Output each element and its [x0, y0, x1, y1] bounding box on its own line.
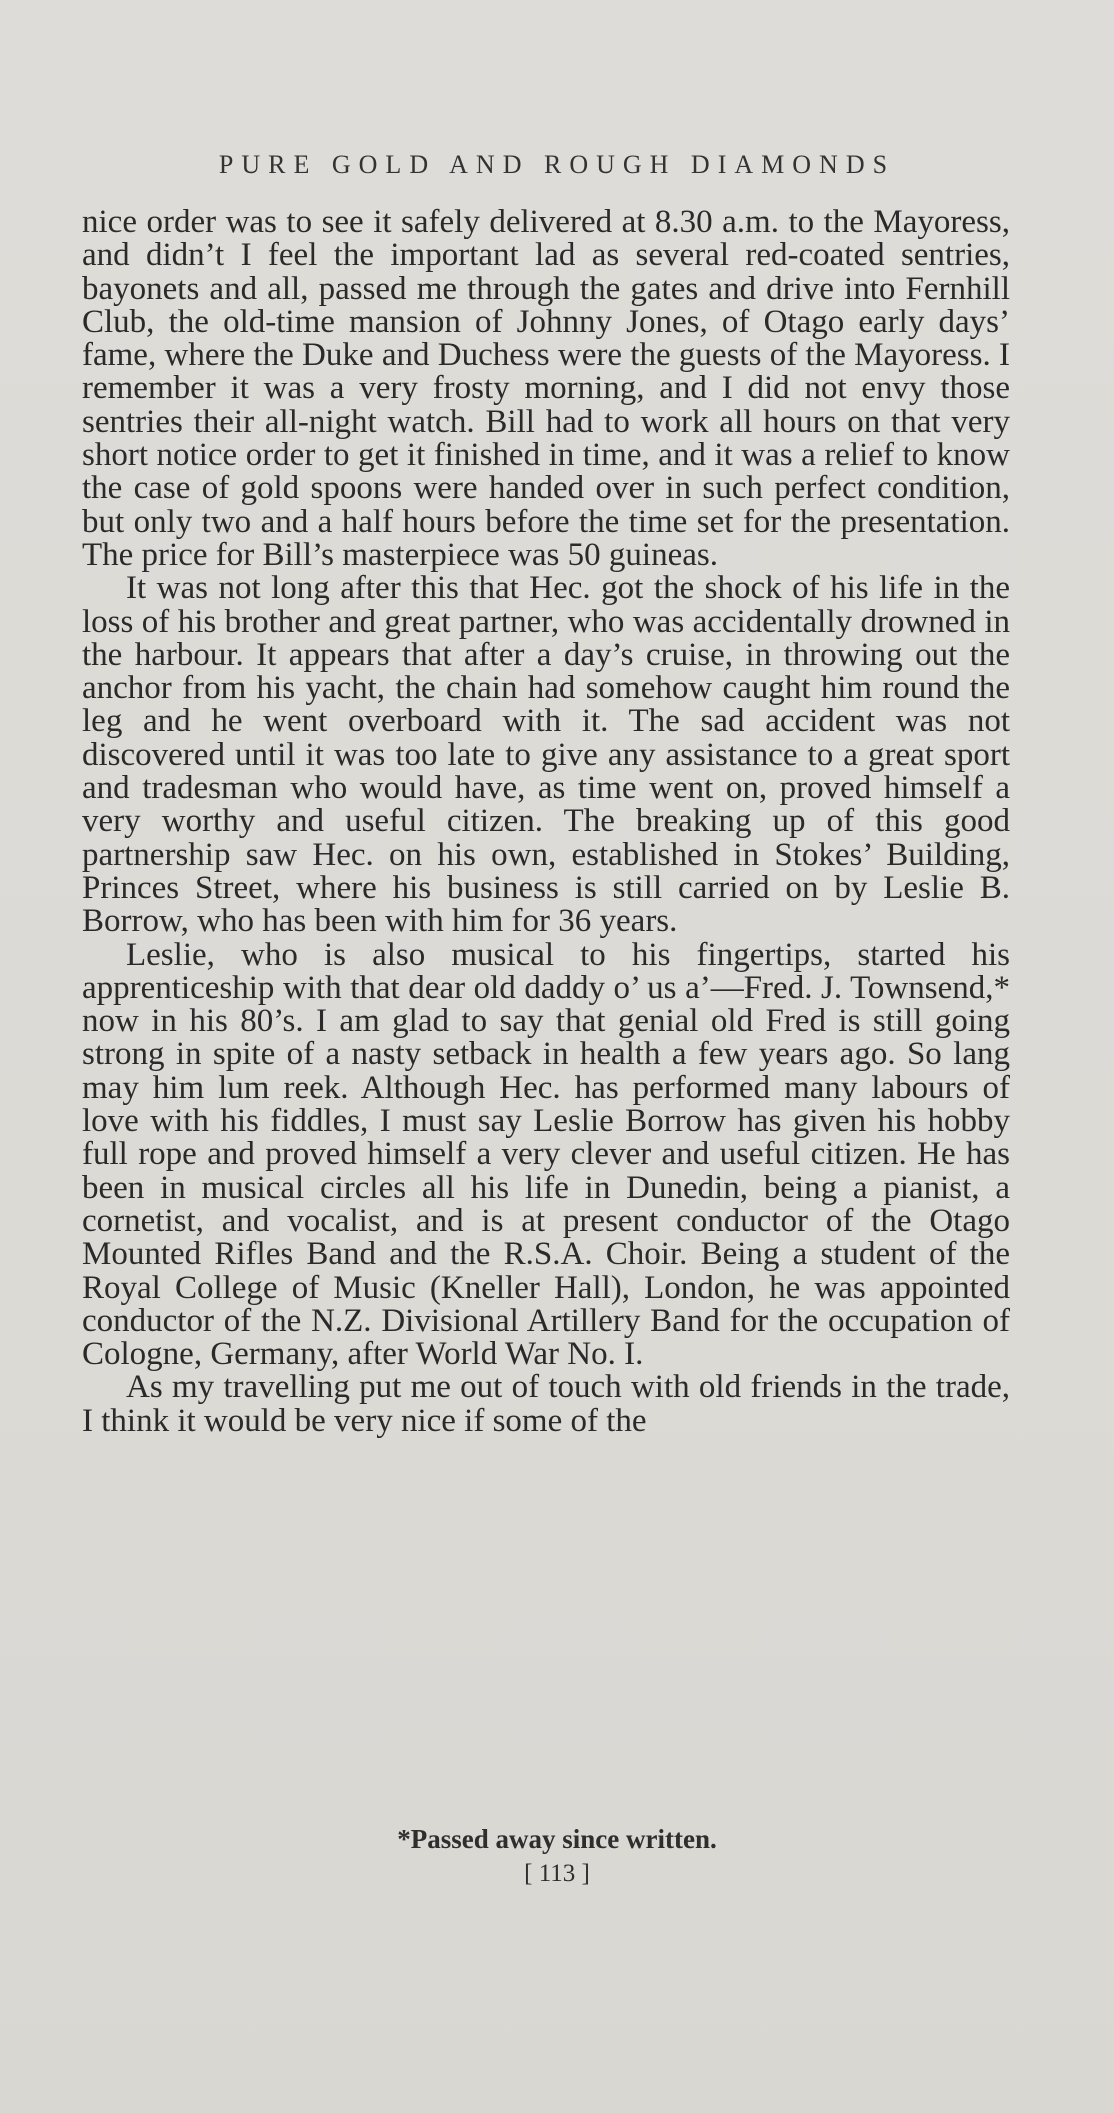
page-number: [ 113 ] [524, 1860, 590, 1887]
paragraph-hec-brother: It was not long after this that Hec. got the shock of his life in the loss of his brother and great partner, who was accidentally drowned in the harbour. It appears that after a day’s cruise, in throwing out the anchor from his yacht, the chain had somehow caught him round the leg and he went overboard with it. The sad accident was not discovered until it was too late to give any assistance to a great sport and tradesman who would have, as time went on, proved himself a very worthy and useful citizen. The breaking up of this good partnership saw Hec. on his own, established in Stokes’ Building, Princes Street, where his business is still carried on by Leslie B. Borrow, who has been with him for 36 years. [82, 570, 1010, 940]
paragraph-leslie-borrow: Leslie, who is also musical to his fingertips, started his apprenticeship with that dear old daddy o’ us a’—Fred. J. Townsend,* now in his 80’s. I am glad to say that genial old Fred is still going strong in spite of a nasty setback in health a few years ago. So lang may him lum reek. Although Hec. has performed many labours of love with his fiddles, I must say Leslie Borrow has given his hobby full rope and proved himself a very clever and useful citizen. He has been in musical circles all his life in Dunedin, being a pianist, a cornetist, and vocalist, and is at present conductor of the Otago Mounted Rifles Band and the R.S.A. Choir. Being a student of the Royal College of Music (Kneller Hall), London, he was appointed conductor of the N.Z. Divisional Artillery Band for the occupation of Cologne, Germany, after World War No. I. [82, 936, 1010, 1373]
running-head: PURE GOLD AND ROUGH DIAMONDS [218, 150, 896, 179]
footnote: *Passed away since written. [397, 1824, 717, 1854]
paragraph-continuation: nice order was to see it safely delivered at 8.30 a.m. to the Mayoress, and didn’t I feel the important lad as several red-coated sentries, bayonets and all, passed me through the gates and drive into Fernhill Club, the old-time mansion of Johnny Jones, of Otago early days’ fame, where the Duke and Duchess were the guests of the Mayoress. I remember it was a very frosty morning, and I did not envy those sentries their all-night watch. Bill had to work all hours on that very short notice order to get it finished in time, and it was a relief to know the case of gold spoons were handed over in such perfect condition, but only two and a half hours before the time set for the presentation. The price for Bill’s masterpiece was 50 guineas. [82, 204, 1010, 573]
body-text [82, 206, 1010, 1438]
paragraph-old-friends: As my travelling put me out of touch with old friends in the trade, I think it would be very nice if some of the [82, 1369, 1010, 1439]
